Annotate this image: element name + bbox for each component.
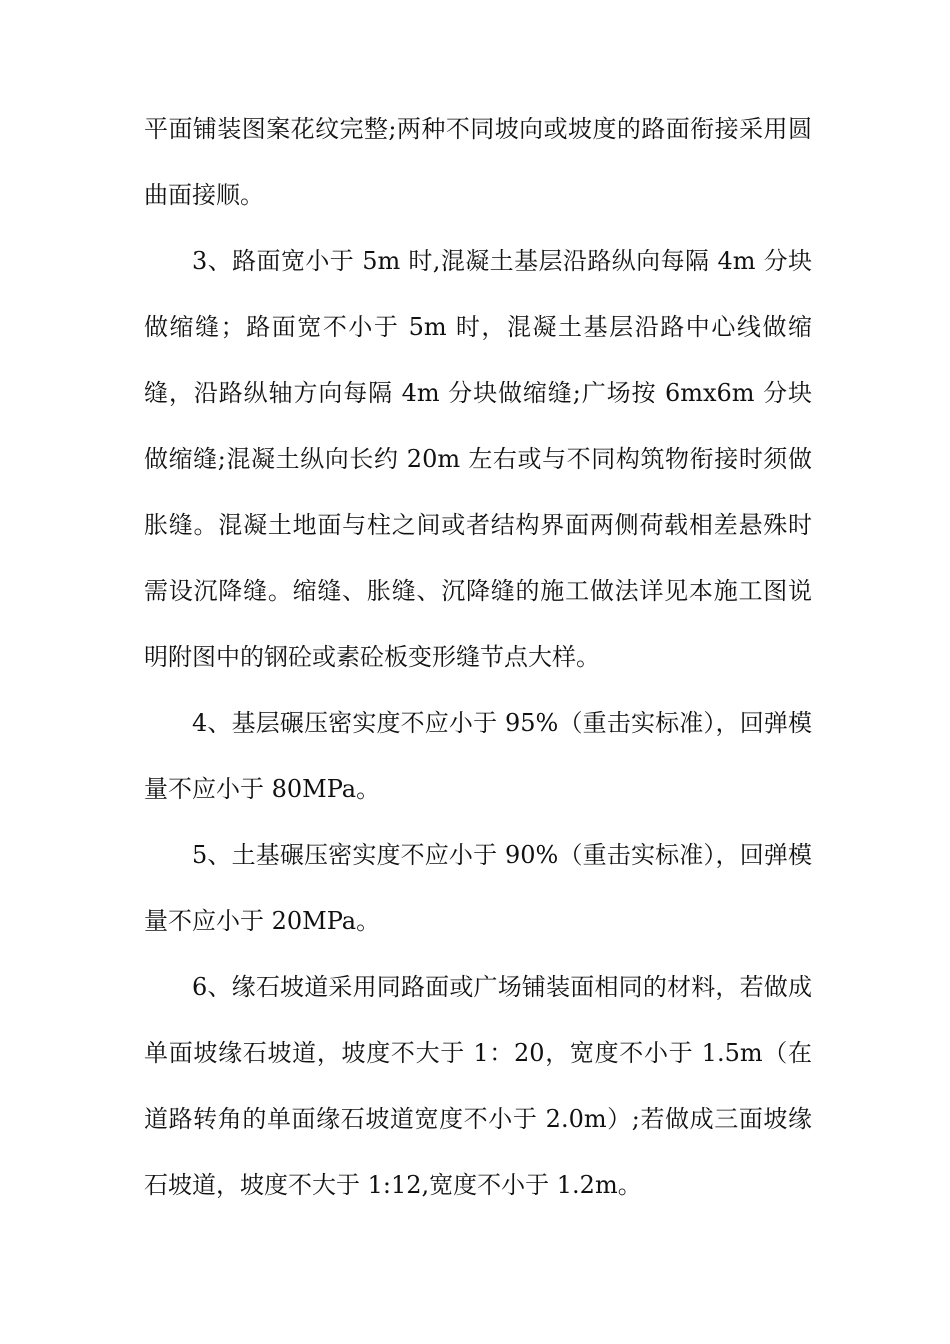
paragraph-3: 4、基层碾压密实度不应小于 95%（重击实标准），回弹模量不应小于 80MPa。 bbox=[144, 709, 812, 803]
paragraph-4: 5、土基碾压密实度不应小于 90%（重击实标准），回弹模量不应小于 20MPa。 bbox=[144, 841, 812, 935]
document-body bbox=[144, 96, 812, 1218]
paragraph-2: 3、路面宽小于 5m 时,混凝土基层沿路纵向每隔 4m 分块做缩缝；路面宽不小于 5m 时，混凝土基层沿路中心线做缩缝，沿路纵轴方向每隔 4m 分块做缩缝;广场按 6mx6m 分块做缩缝;混凝土纵向长约 20m 左右或与不同构筑物衔接时须做胀缝。混凝土地面与柱之间或者结构界面两侧荷载相差悬殊时需设沉降缝。缩缝、胀缝、沉降缝的施工做法详见本施工图说明附图中的钢砼或素砼板变形缝节点大样。 bbox=[144, 247, 812, 671]
paragraph-5: 6、缘石坡道采用同路面或广场铺装面相同的材料，若做成单面坡缘石坡道，坡度不大于 1：20，宽度不小于 1.5m（在道路转角的单面缘石坡道宽度不小于 2.0m）;若做成三面坡缘石坡道，坡度不大于 1:12,宽度不小于 1.2m。 bbox=[144, 973, 812, 1199]
paragraph-1: 平面铺装图案花纹完整;两种不同坡向或坡度的路面衔接采用圆曲面接顺。 bbox=[144, 115, 812, 209]
